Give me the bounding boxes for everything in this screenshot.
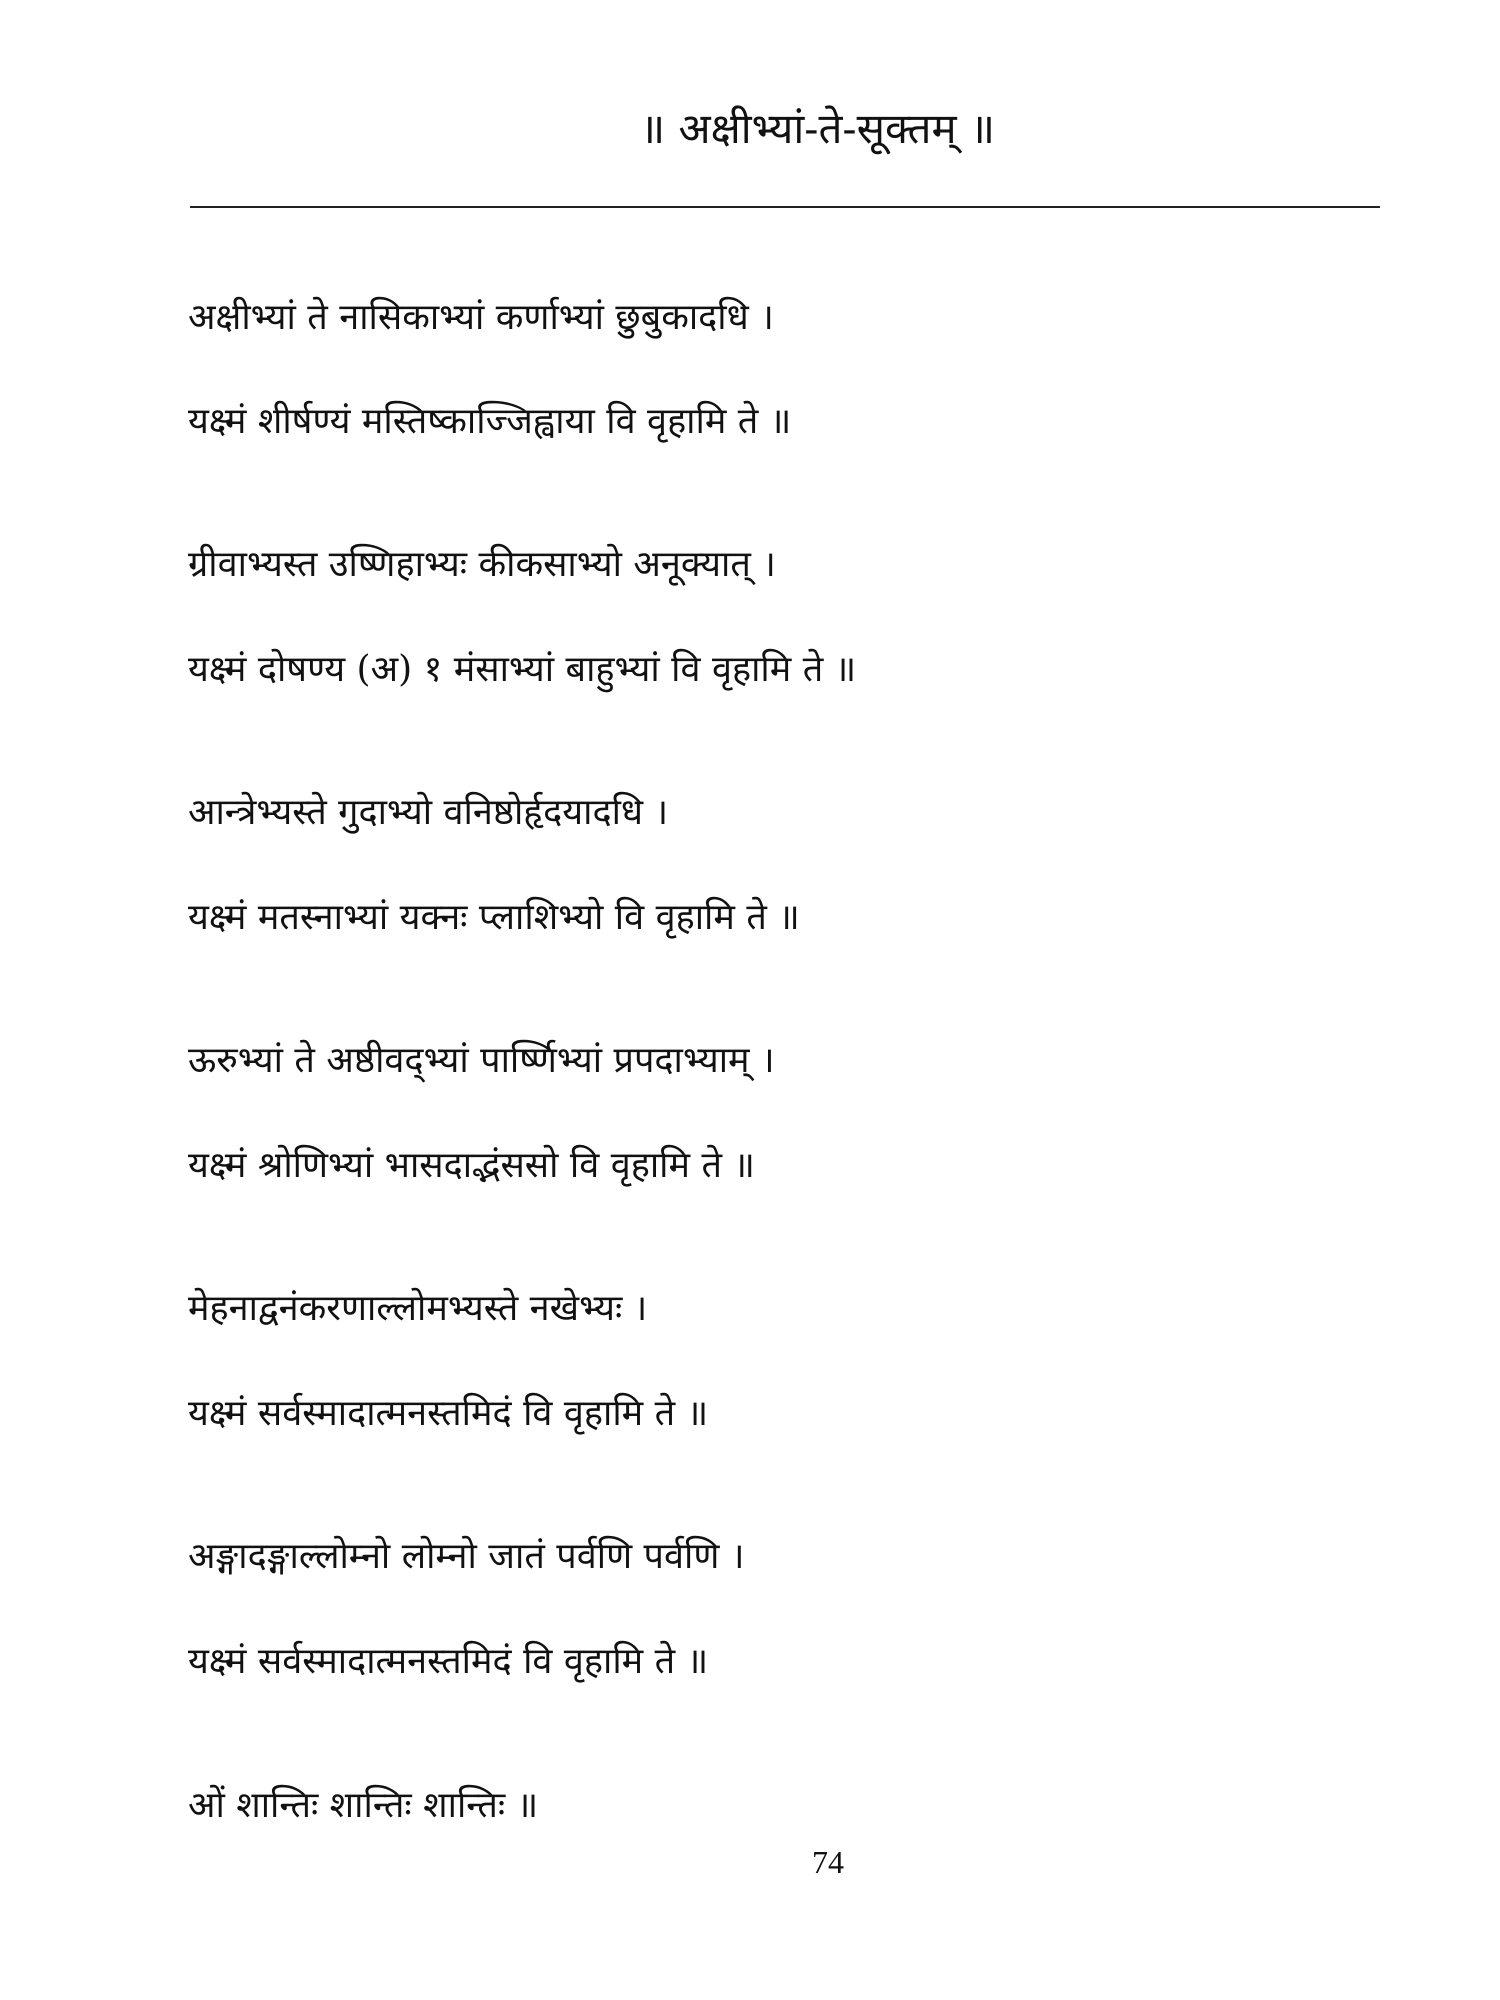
verse-6-line-1: अङ्गादङ्गाल्लोम्नो लोम्नो जातं पर्वणि पर्वणि । — [188, 1536, 745, 1577]
page-number: 74 — [812, 1844, 844, 1880]
verse-2-line-1: ग्रीवाभ्यस्त उष्णिहाभ्यः कीकसाभ्यो अनूक्यात् । — [188, 544, 776, 585]
verse-5-line-1: मेहनाद्वनंकरणाल्लोमभ्यस्ते नखेभ्यः । — [188, 1288, 648, 1329]
verse-4-line-2: यक्ष्मं श्रोणिभ्यां भासदाद्भंससो वि वृहामि ते ॥ — [188, 1145, 755, 1186]
verse-2-line-2: यक्ष्मं दोषण्य (अ) १ मंसाभ्यां बाहुभ्यां वि वृहामि ते ॥ — [188, 649, 857, 690]
closing-line: ओं शान्तिः शान्तिः शान्तिः ॥ — [188, 1785, 539, 1826]
verse-4-line-1: ऊरुभ्यां ते अष्ठीवद्भ्यां पार्ष्णिभ्यां प्रपदाभ्याम् । — [188, 1040, 775, 1081]
title-divider — [190, 206, 1380, 208]
page-title: ॥ अक्षीभ्यां-ते-सूक्तम् ॥ — [640, 104, 996, 153]
verse-6-line-2: यक्ष्मं सर्वस्मादात्मनस्तमिदं वि वृहामि ते ॥ — [188, 1641, 709, 1682]
verse-3-line-1: आन्त्रेभ्यस्ते गुदाभ्यो वनिष्ठोर्हृदयादधि । — [188, 792, 669, 833]
verse-3-line-2: यक्ष्मं मतस्नाभ्यां यक्नः प्लाशिभ्यो वि वृहामि ते ॥ — [188, 897, 800, 938]
verse-5-line-2: यक्ष्मं सर्वस्मादात्मनस्तमिदं वि वृहामि ते ॥ — [188, 1393, 709, 1434]
verse-1-line-2: यक्ष्मं शीर्षण्यं मस्तिष्काज्जिह्वाया वि वृहामि ते ॥ — [188, 401, 792, 442]
verse-1-line-1: अक्षीभ्यां ते नासिकाभ्यां कर्णाभ्यां छुबुकादधि । — [188, 297, 774, 338]
